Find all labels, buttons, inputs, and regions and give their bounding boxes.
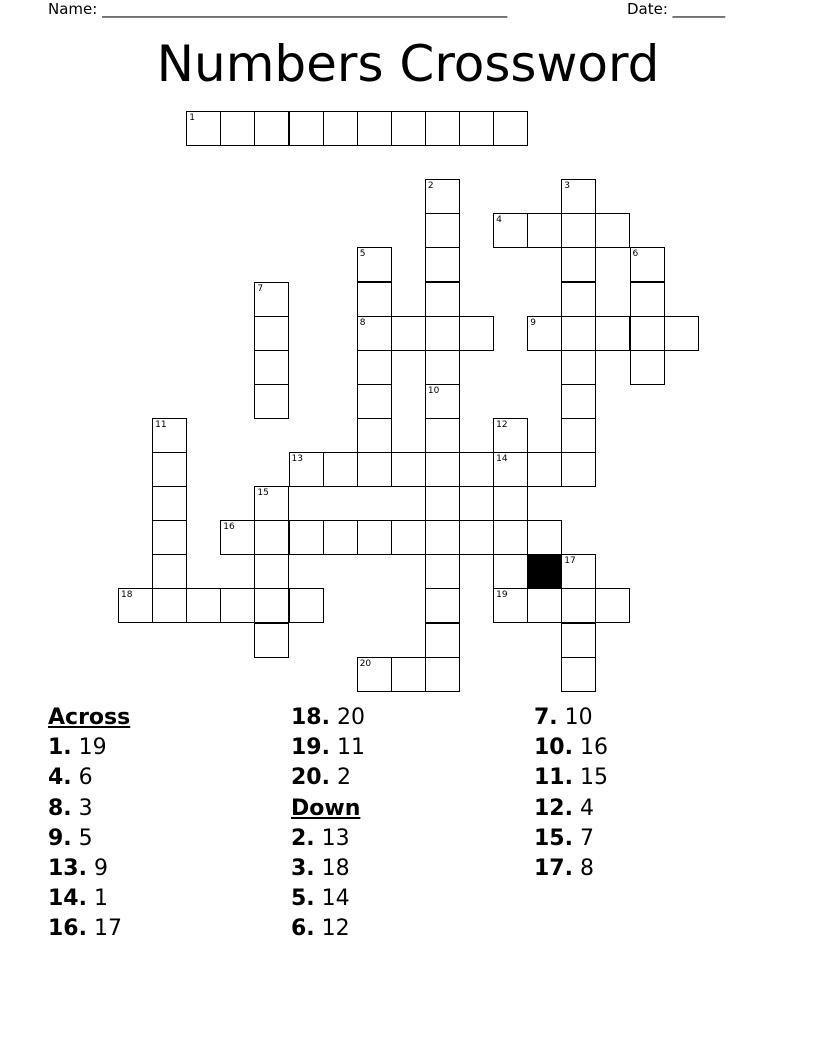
clue-item xyxy=(534,733,608,763)
grid-cell[interactable] xyxy=(425,247,460,282)
grid-cell[interactable] xyxy=(152,452,187,487)
grid-cell[interactable] xyxy=(561,554,596,589)
clue-text: 1 xyxy=(93,886,108,912)
clue-number: 5. xyxy=(291,886,315,912)
clue-text: 17 xyxy=(93,916,122,942)
cell-number: 11 xyxy=(155,419,167,430)
clue-text: 8 xyxy=(579,856,594,882)
grid-cell[interactable] xyxy=(561,282,596,317)
cell-number: 4 xyxy=(496,215,502,226)
grid-cell[interactable] xyxy=(289,588,324,623)
grid-cell[interactable] xyxy=(357,452,392,487)
cell-number: 1 xyxy=(189,113,195,123)
clue-item xyxy=(534,854,608,884)
grid-cell[interactable] xyxy=(254,282,289,317)
clue-item xyxy=(291,763,365,793)
grid-cell[interactable] xyxy=(664,316,699,351)
clue-item xyxy=(291,703,365,733)
grid-cell[interactable] xyxy=(391,452,426,487)
clue-number: 4. xyxy=(48,765,72,791)
grid-cell[interactable] xyxy=(220,520,255,555)
grid-cell[interactable] xyxy=(425,213,460,248)
cell-number: 18 xyxy=(121,590,133,601)
grid-cell[interactable] xyxy=(289,452,324,487)
cell-number: 7 xyxy=(257,283,264,294)
clue-item xyxy=(48,794,130,824)
grid-cell[interactable] xyxy=(254,623,289,658)
grid-cell[interactable] xyxy=(357,247,392,282)
grid-cell[interactable] xyxy=(289,520,324,555)
grid-cell[interactable] xyxy=(254,350,289,385)
grid-cell[interactable] xyxy=(595,316,630,351)
grid-cell[interactable] xyxy=(459,316,494,351)
clue-item xyxy=(48,854,130,884)
grid-cell[interactable] xyxy=(323,111,358,146)
grid-cell[interactable] xyxy=(391,316,426,351)
grid-cell[interactable] xyxy=(459,111,494,146)
page-header xyxy=(0,0,816,20)
cell-number: 14 xyxy=(496,454,508,464)
grid-cell[interactable] xyxy=(152,418,187,453)
cell-number: 17 xyxy=(564,556,576,567)
clue-text: 20 xyxy=(336,705,365,730)
grid-cell[interactable] xyxy=(186,588,221,623)
clue-number: 12. xyxy=(534,795,573,821)
clue-column-2 xyxy=(291,703,365,945)
grid-cell[interactable] xyxy=(254,316,289,351)
clue-number: 17. xyxy=(534,856,573,882)
grid-cell[interactable] xyxy=(254,554,289,589)
grid-cell[interactable] xyxy=(459,452,494,487)
grid-cell[interactable] xyxy=(630,350,665,385)
clue-item xyxy=(291,884,365,914)
clue-number: 8. xyxy=(48,795,72,821)
cell-number: 19 xyxy=(496,590,508,601)
clue-heading-across: Across xyxy=(48,705,131,730)
grid-cell[interactable] xyxy=(425,282,460,317)
grid-cell[interactable] xyxy=(357,657,392,692)
clue-number: 20. xyxy=(291,765,330,791)
clue-text: 13 xyxy=(321,825,350,851)
grid-cell[interactable] xyxy=(527,452,562,487)
cell-number: 13 xyxy=(291,454,303,464)
cell-number: 6 xyxy=(632,249,639,260)
grid-cell[interactable] xyxy=(118,588,153,623)
page-title: Numbers Crossword xyxy=(156,35,660,93)
cell-number: 8 xyxy=(359,317,366,328)
grid-cell[interactable] xyxy=(425,657,460,692)
grid-cell[interactable] xyxy=(561,418,596,453)
clue-text: 10 xyxy=(564,705,593,730)
clue-text: 5 xyxy=(78,825,93,851)
clue-item xyxy=(291,824,365,854)
grid-cell[interactable] xyxy=(561,179,596,214)
grid-cell[interactable] xyxy=(561,350,596,385)
clue-item xyxy=(291,733,365,763)
clue-number: 7. xyxy=(534,705,558,730)
clue-item xyxy=(48,763,130,793)
grid-cell[interactable] xyxy=(493,588,528,623)
grid-cell[interactable] xyxy=(561,213,596,248)
grid-cell[interactable] xyxy=(254,520,289,555)
grid-cell[interactable] xyxy=(561,657,596,692)
clue-text: 19 xyxy=(78,735,107,761)
grid-cell[interactable] xyxy=(561,623,596,658)
clue-item xyxy=(534,703,608,733)
grid-cell[interactable] xyxy=(630,282,665,317)
clue-number: 13. xyxy=(48,856,87,882)
grid-cell[interactable] xyxy=(323,520,358,555)
clue-text: 15 xyxy=(579,765,608,791)
grid-cell[interactable] xyxy=(357,111,392,146)
clue-column-3 xyxy=(534,703,608,884)
cell-number: 10 xyxy=(427,385,440,396)
grid-cell[interactable] xyxy=(527,520,562,555)
grid-cell[interactable] xyxy=(493,111,528,146)
clue-text: 18 xyxy=(321,856,350,882)
cell-number: 12 xyxy=(496,419,508,430)
cell-number: 9 xyxy=(530,317,536,328)
grid-cell[interactable] xyxy=(152,554,187,589)
grid-cell[interactable] xyxy=(357,520,392,555)
grid-cell[interactable] xyxy=(561,452,596,487)
clue-number: 16. xyxy=(48,916,87,942)
cell-number: 15 xyxy=(257,488,269,499)
grid-cell[interactable] xyxy=(323,452,358,487)
grid-cell[interactable] xyxy=(630,247,665,282)
grid-cell[interactable] xyxy=(152,486,187,521)
grid-cell[interactable] xyxy=(425,179,460,214)
clue-number: 15. xyxy=(534,825,573,851)
clue-item xyxy=(48,884,130,914)
clue-number: 9. xyxy=(48,825,72,851)
grid-cell[interactable] xyxy=(493,554,528,589)
grid-cell[interactable] xyxy=(357,350,392,385)
grid-cell[interactable] xyxy=(527,213,562,248)
grid-cell[interactable] xyxy=(425,554,460,589)
clue-text: 7 xyxy=(579,825,594,851)
grid-cell[interactable] xyxy=(152,520,187,555)
clue-number: 18. xyxy=(291,705,330,730)
grid-cell[interactable] xyxy=(493,418,528,453)
cell-number: 16 xyxy=(223,522,235,533)
grid-cell[interactable] xyxy=(595,588,630,623)
grid-cell[interactable] xyxy=(527,316,562,351)
grid-cell[interactable] xyxy=(357,384,392,419)
clue-item xyxy=(534,824,608,854)
grid-cell[interactable] xyxy=(186,111,221,146)
clue-heading-down: Down xyxy=(291,795,361,821)
grid-cell[interactable] xyxy=(254,111,289,146)
grid-cell[interactable] xyxy=(425,623,460,658)
grid-cell[interactable] xyxy=(425,350,460,385)
grid-cell[interactable] xyxy=(493,520,528,555)
name-field-line[interactable]: Name: ______________________________________________________ xyxy=(48,0,508,18)
grid-cell[interactable] xyxy=(254,486,289,521)
clue-number: 19. xyxy=(291,735,330,761)
clue-text: 16 xyxy=(579,735,608,761)
grid-cell[interactable] xyxy=(561,384,596,419)
grid-cell[interactable] xyxy=(595,213,630,248)
clue-text: 2 xyxy=(336,765,351,791)
grid-cell[interactable] xyxy=(493,213,528,248)
grid-cell[interactable] xyxy=(425,452,460,487)
clue-number: 3. xyxy=(291,856,315,882)
cell-number: 2 xyxy=(427,181,434,192)
clue-text: 14 xyxy=(321,886,350,912)
clue-item xyxy=(534,763,608,793)
clue-number: 6. xyxy=(291,916,315,942)
grid-cell[interactable] xyxy=(459,520,494,555)
clue-item xyxy=(48,914,130,944)
grid-cell[interactable] xyxy=(220,111,255,146)
clue-text: 3 xyxy=(78,795,93,821)
clue-column-1 xyxy=(48,703,130,945)
date-field-line[interactable]: Date: _______ xyxy=(627,0,726,18)
clue-text: 6 xyxy=(78,765,93,791)
clue-item xyxy=(534,794,608,824)
clue-text: 11 xyxy=(336,735,365,761)
grid-cell-black xyxy=(527,554,562,589)
grid-cell[interactable] xyxy=(425,418,460,453)
grid-cell[interactable] xyxy=(425,384,460,419)
grid-cell[interactable] xyxy=(561,316,596,351)
grid-cell[interactable] xyxy=(391,657,426,692)
grid-cell[interactable] xyxy=(425,111,460,146)
clue-number: 14. xyxy=(48,886,87,912)
grid-cell[interactable] xyxy=(357,282,392,317)
grid-cell[interactable] xyxy=(425,486,460,521)
grid-cell[interactable] xyxy=(357,316,392,351)
grid-cell[interactable] xyxy=(630,316,665,351)
clue-text: 9 xyxy=(93,856,108,882)
grid-cell[interactable] xyxy=(254,384,289,419)
grid-cell[interactable] xyxy=(493,486,528,521)
clue-number: 10. xyxy=(534,735,573,761)
grid-cell[interactable] xyxy=(493,452,528,487)
grid-cell[interactable] xyxy=(152,588,187,623)
grid-cell[interactable] xyxy=(220,588,255,623)
grid-cell[interactable] xyxy=(561,588,596,623)
grid-cell[interactable] xyxy=(425,520,460,555)
clue-item xyxy=(291,854,365,884)
grid-cell[interactable] xyxy=(391,111,426,146)
grid-cell[interactable] xyxy=(391,520,426,555)
grid-cell[interactable] xyxy=(289,111,324,146)
grid-cell[interactable] xyxy=(425,588,460,623)
cell-number: 3 xyxy=(564,181,571,192)
clue-number: 1. xyxy=(48,735,72,761)
clue-item xyxy=(48,824,130,854)
grid-cell[interactable] xyxy=(561,247,596,282)
clue-text: 12 xyxy=(321,916,350,942)
clue-item xyxy=(291,914,365,944)
clue-item xyxy=(48,733,130,763)
cell-number: 5 xyxy=(359,249,366,260)
grid-cell[interactable] xyxy=(527,588,562,623)
grid-cell[interactable] xyxy=(425,316,460,351)
grid-cell[interactable] xyxy=(357,418,392,453)
cell-number: 20 xyxy=(359,658,372,669)
grid-cell[interactable] xyxy=(254,588,289,623)
clue-text: 4 xyxy=(579,795,594,821)
clue-number: 2. xyxy=(291,825,315,851)
clue-number: 11. xyxy=(534,765,573,791)
